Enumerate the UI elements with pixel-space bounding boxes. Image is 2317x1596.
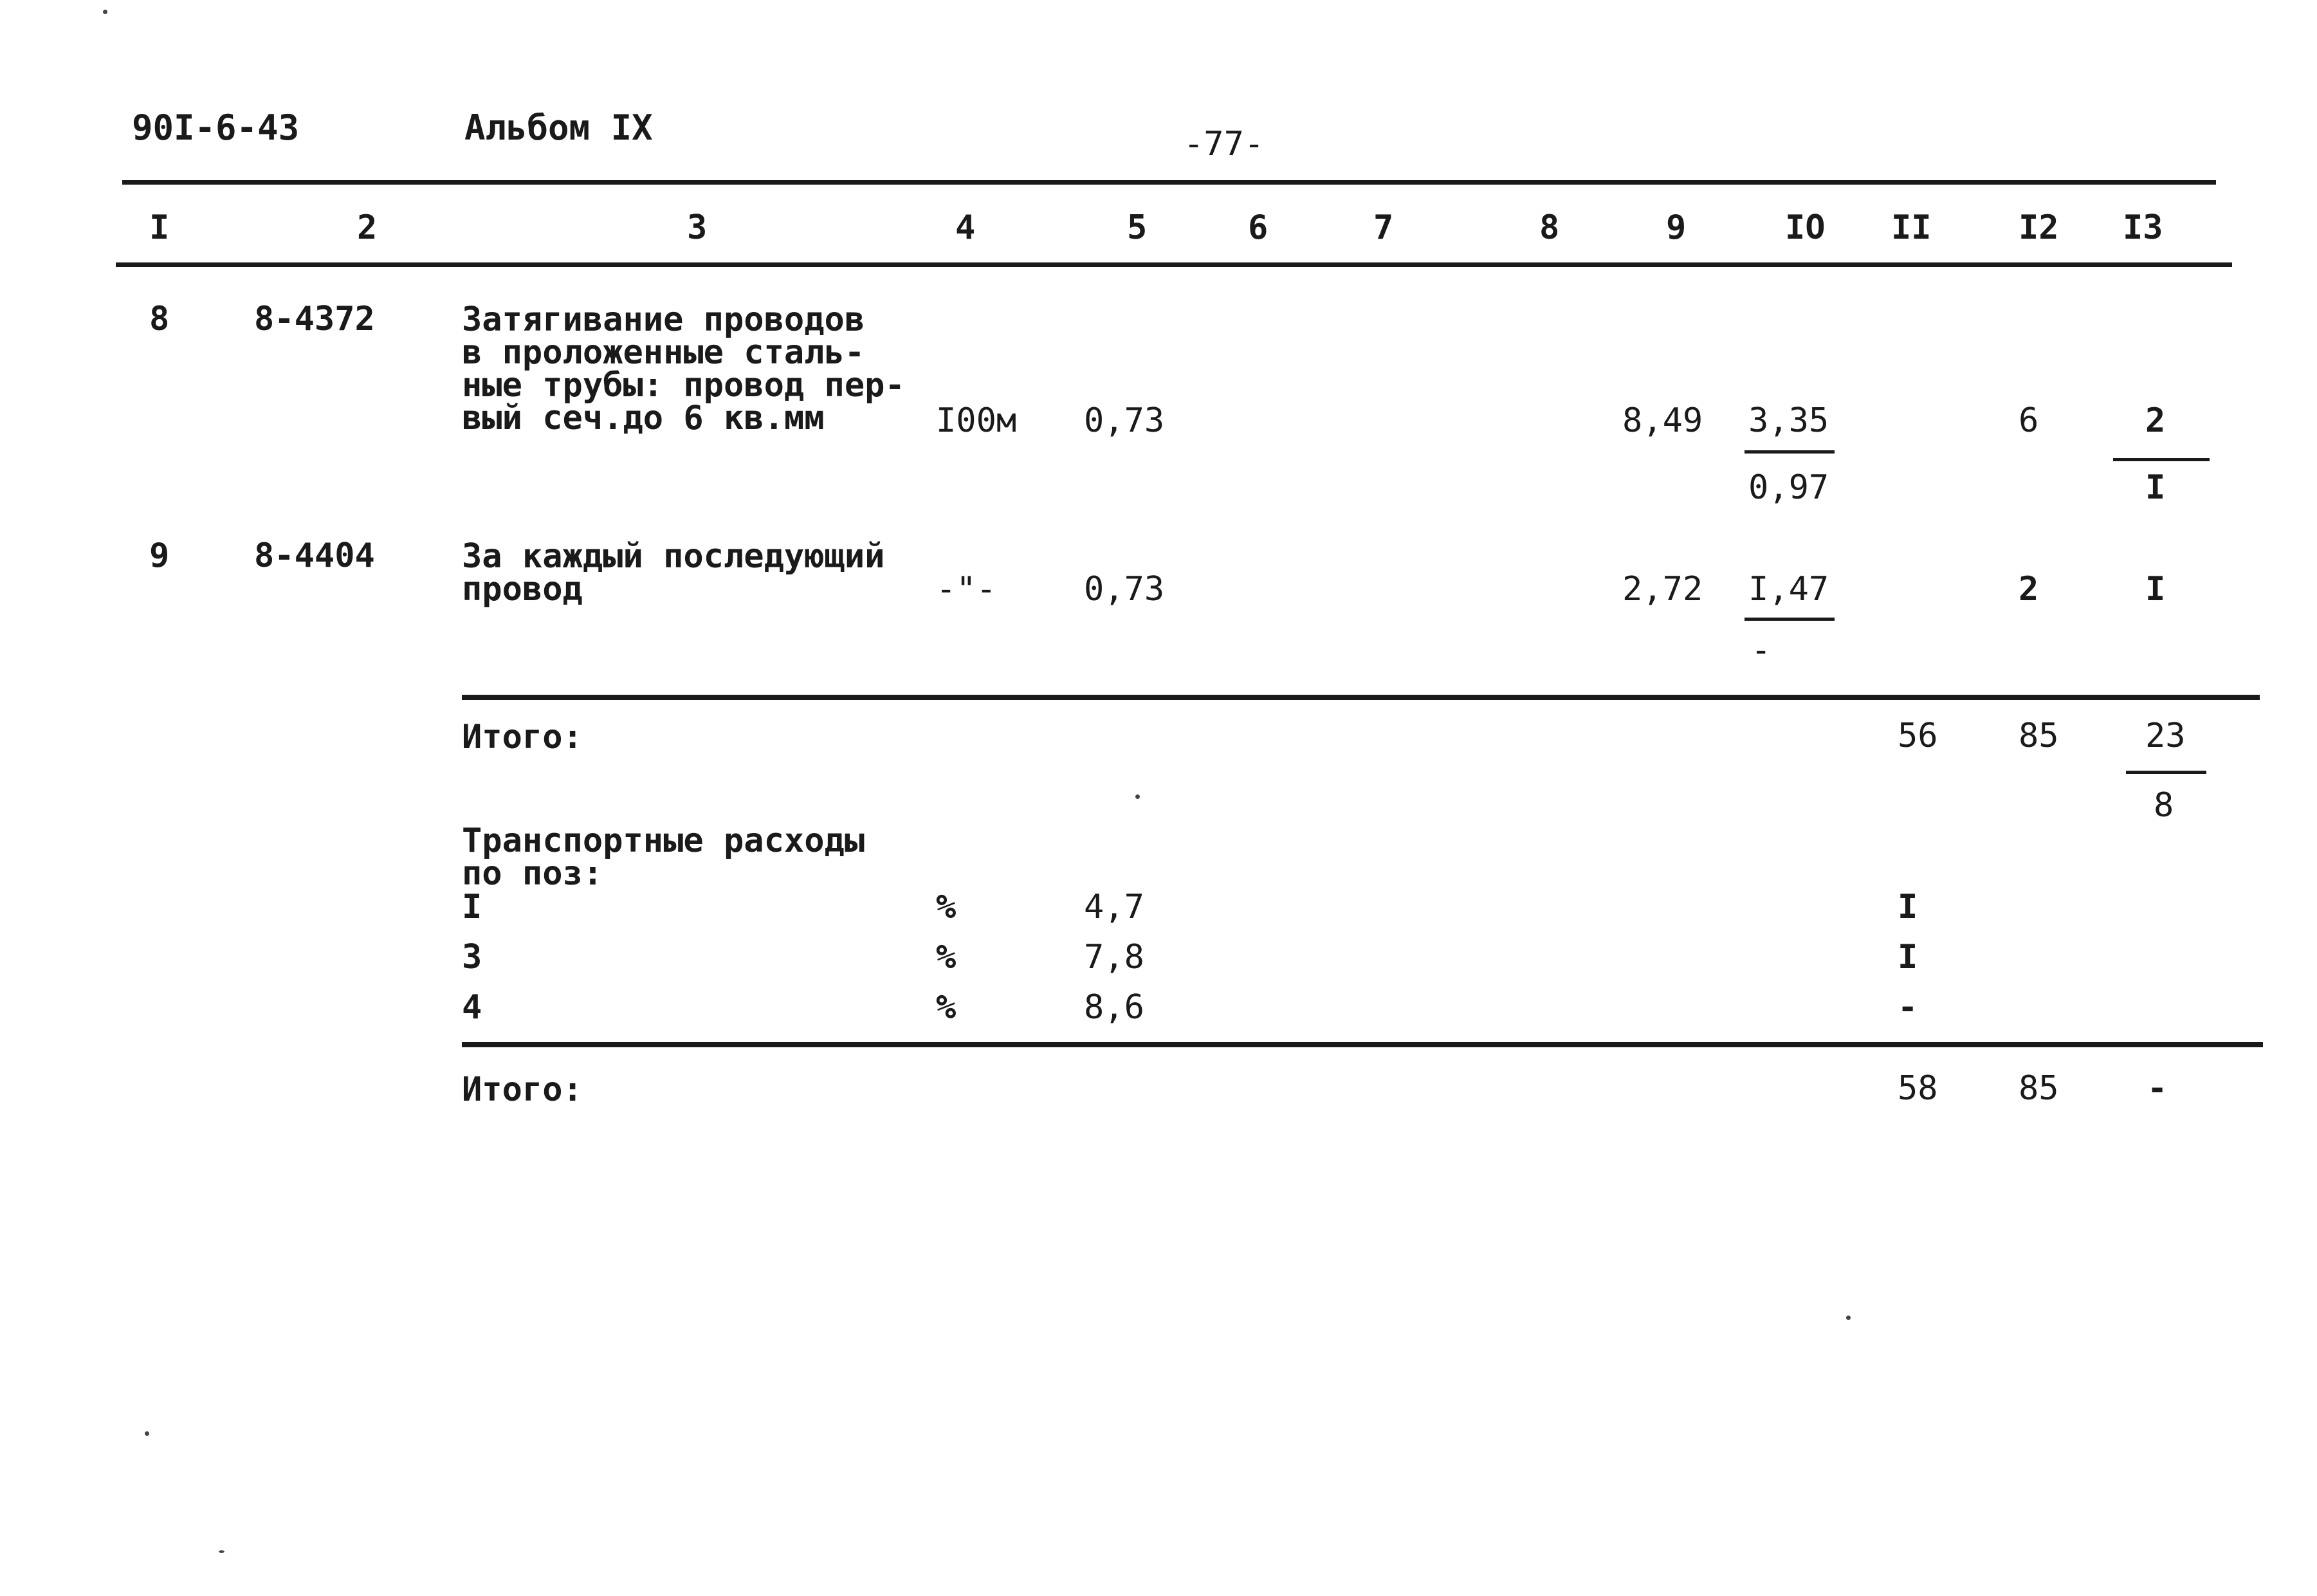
position-number: I xyxy=(462,888,482,926)
col10-top-value: I,47 xyxy=(1748,570,1829,609)
col13-total: - xyxy=(2147,1069,2168,1108)
col13-total-top: 23 xyxy=(2145,717,2186,755)
transport-heading-line: Транспортные расходы xyxy=(462,821,865,860)
column-header: 2 xyxy=(357,208,378,247)
column-header: 4 xyxy=(955,208,976,247)
quantity: 0,73 xyxy=(1084,401,1165,440)
position-number: 4 xyxy=(462,988,482,1027)
position-number: 3 xyxy=(462,938,482,977)
column-header: 3 xyxy=(687,208,708,247)
col12-value: 6 xyxy=(2019,401,2039,440)
col12-total: 85 xyxy=(2019,1069,2059,1108)
col10-bottom-value: 0,97 xyxy=(1748,468,1829,507)
column-header: 5 xyxy=(1127,208,1148,247)
unit: I00м xyxy=(936,401,1017,440)
col12-value: 2 xyxy=(2019,570,2039,609)
scan-speck xyxy=(219,1550,224,1553)
fraction-line xyxy=(1745,450,1835,454)
rate-code: 8-4372 xyxy=(254,300,375,338)
page-number: -77- xyxy=(1184,125,1265,163)
col13-top-value: 2 xyxy=(2145,401,2166,440)
percent-sign: % xyxy=(936,938,957,977)
column-header: IO xyxy=(1785,208,1826,247)
col11-value: I xyxy=(1898,938,1918,977)
document-code: 90I-6-43 xyxy=(132,107,300,148)
header-bottom-rule xyxy=(116,262,2232,267)
col10-bottom-value: - xyxy=(1751,631,1772,670)
col10-top-value: 3,35 xyxy=(1748,401,1829,440)
scan-speck xyxy=(1846,1316,1851,1320)
column-header: 9 xyxy=(1666,208,1687,247)
col12-total: 85 xyxy=(2019,717,2059,755)
row-description-line: ные трубы: провод пер- xyxy=(462,366,905,405)
col11-total: 56 xyxy=(1898,717,1938,755)
fraction-line xyxy=(2126,771,2206,774)
quantity: 0,73 xyxy=(1084,570,1165,609)
total-label: Итого: xyxy=(462,1070,583,1109)
subtotal-rule xyxy=(462,695,2260,700)
col9-value: 8,49 xyxy=(1622,401,1703,440)
percent-sign: % xyxy=(936,988,957,1027)
row-description-line: Затягивание проводов xyxy=(462,300,865,339)
fraction-line xyxy=(1745,618,1835,621)
percent-value: 8,6 xyxy=(1084,988,1144,1027)
column-header: 7 xyxy=(1373,208,1394,247)
col9-value: 2,72 xyxy=(1622,570,1703,609)
fraction-line xyxy=(2113,458,2210,461)
rate-code: 8-4404 xyxy=(254,537,375,575)
total-label: Итого: xyxy=(462,718,583,757)
percent-value: 7,8 xyxy=(1084,938,1144,977)
album-label: Альбом IX xyxy=(464,107,653,148)
column-header: 6 xyxy=(1248,208,1268,247)
row-description-line: провод xyxy=(462,570,583,609)
scan-speck xyxy=(1135,794,1140,799)
unit: -"- xyxy=(936,570,996,609)
column-header: II xyxy=(1891,208,1932,247)
scan-speck xyxy=(103,10,107,14)
total-rule xyxy=(462,1042,2263,1047)
col11-total: 58 xyxy=(1898,1069,1938,1108)
col11-value: I xyxy=(1898,888,1918,926)
column-header: I3 xyxy=(2123,208,2163,247)
scan-speck xyxy=(145,1431,149,1436)
percent-value: 4,7 xyxy=(1084,888,1144,926)
col11-value: - xyxy=(1898,988,1918,1027)
row-description-line: вый сеч.до 6 кв.мм xyxy=(462,399,825,437)
row-description-line: в проложенные сталь- xyxy=(462,333,865,372)
row-number: 9 xyxy=(149,537,170,575)
column-header: 8 xyxy=(1539,208,1560,247)
col13-bottom-value: I xyxy=(2145,468,2166,507)
transport-heading-line: по поз: xyxy=(462,854,603,893)
percent-sign: % xyxy=(936,888,957,926)
col13-value: I xyxy=(2145,570,2166,609)
column-header: I2 xyxy=(2019,208,2059,247)
row-number: 8 xyxy=(149,300,170,338)
column-header: I xyxy=(149,208,170,247)
row-description-line: За каждый последующий xyxy=(462,537,885,576)
col13-total-bottom: 8 xyxy=(2154,786,2174,825)
header-top-rule xyxy=(122,180,2216,185)
